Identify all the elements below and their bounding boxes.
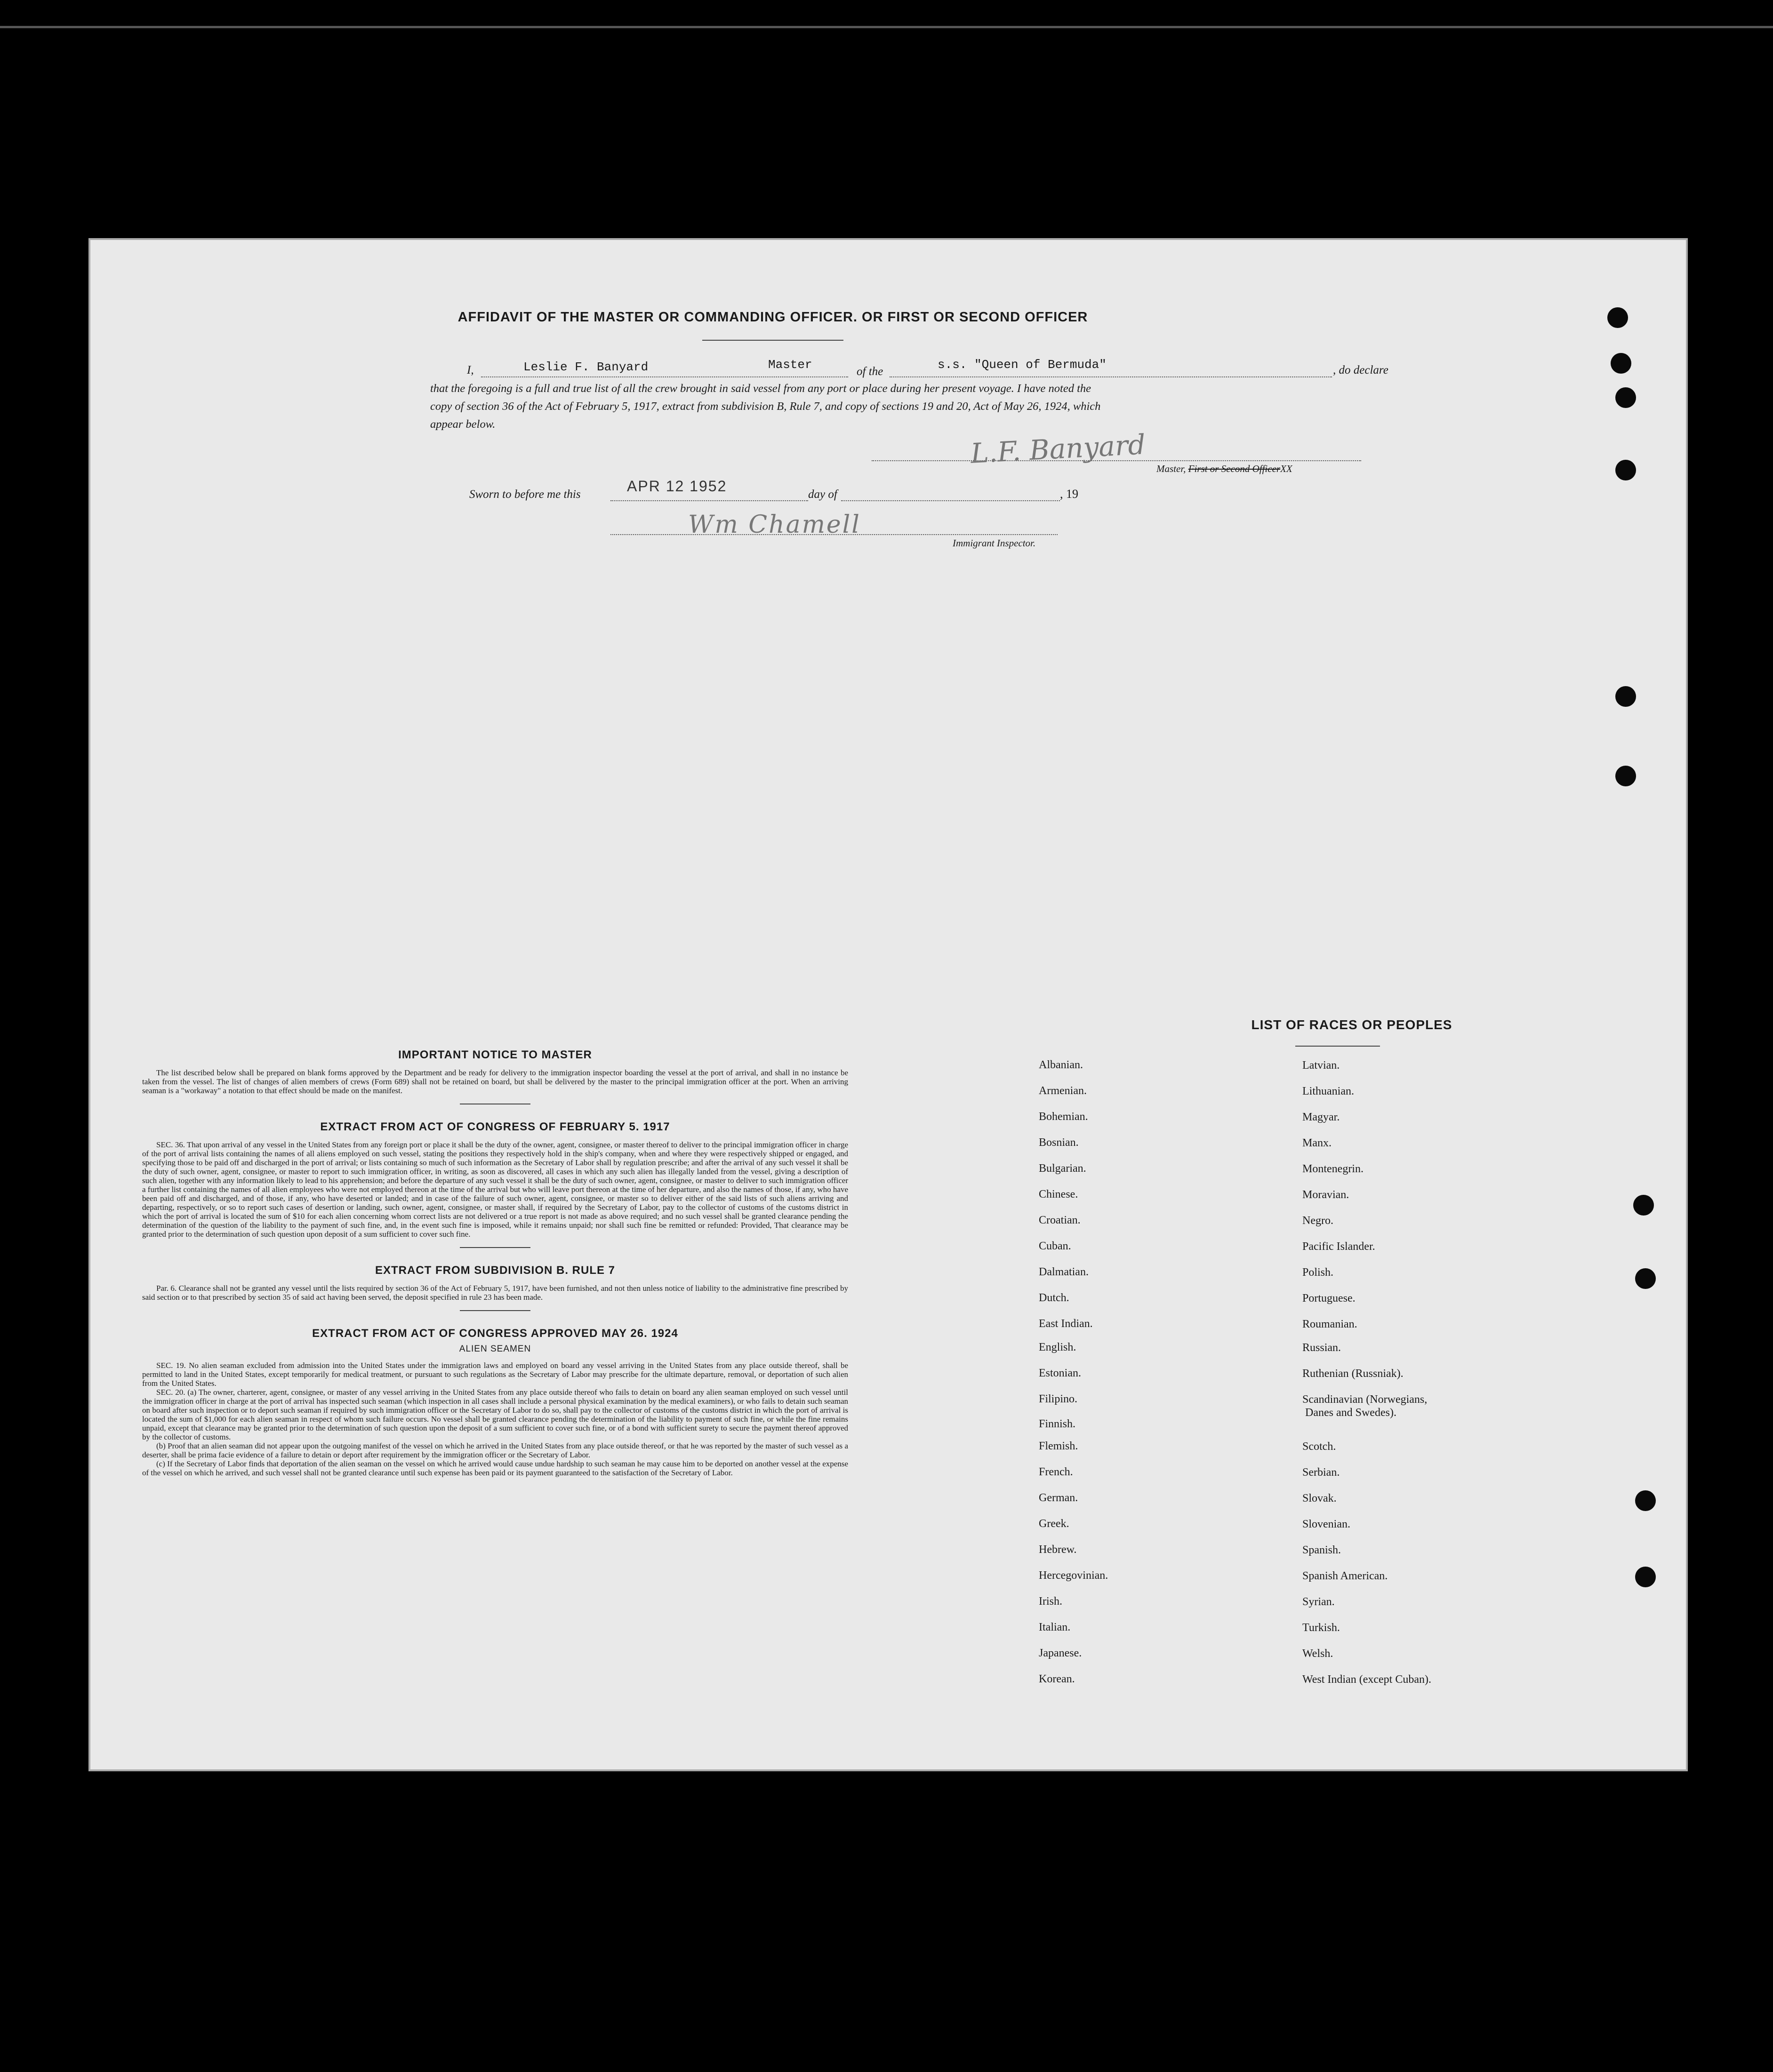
inspector-signature: Wm Chamell	[688, 511, 861, 539]
master-caption-prefix: Master,	[1156, 463, 1186, 474]
race-item: Dalmatian.	[1039, 1266, 1089, 1278]
notice-title: IMPORTANT NOTICE TO MASTER	[398, 1048, 592, 1061]
race-item: Estonian.	[1039, 1367, 1081, 1379]
race-item: Serbian.	[1302, 1466, 1340, 1479]
race-item: Bosnian.	[1039, 1136, 1079, 1149]
punch-hole	[1615, 686, 1636, 707]
race-item: Croatian.	[1039, 1214, 1081, 1226]
extract-rule7-divider	[460, 1310, 530, 1311]
race-item: Lithuanian.	[1302, 1085, 1354, 1097]
race-item: Syrian.	[1302, 1596, 1335, 1608]
races-title: LIST OF RACES OR PEOPLES	[1251, 1017, 1452, 1032]
of-the-label: of the	[857, 365, 883, 378]
race-item: Greek.	[1039, 1518, 1069, 1530]
race-item: German.	[1039, 1492, 1078, 1504]
alien-seamen-subtitle: ALIEN SEAMEN	[459, 1344, 531, 1354]
race-item: Bulgarian.	[1039, 1162, 1086, 1175]
race-item: Flemish.	[1039, 1440, 1078, 1452]
race-item: Ruthenian (Russniak).	[1302, 1368, 1404, 1380]
punch-hole	[1611, 353, 1631, 374]
race-item: Scotch.	[1302, 1440, 1336, 1453]
extract-1917-title: EXTRACT FROM ACT OF CONGRESS OF FEBRUARY 5. 1917	[320, 1120, 670, 1133]
race-item: Portuguese.	[1302, 1292, 1356, 1304]
race-item: Roumanian.	[1302, 1318, 1357, 1330]
sworn-day-line	[610, 500, 808, 501]
punch-hole	[1607, 307, 1628, 328]
vessel-field-line	[890, 376, 1332, 377]
race-item: Italian.	[1039, 1621, 1071, 1633]
legal-column	[142, 1048, 848, 1477]
affidavit-line-4: appear below.	[430, 418, 496, 431]
race-item: Negro.	[1302, 1215, 1333, 1227]
punch-hole	[1635, 1567, 1656, 1587]
master-caption	[1156, 463, 1292, 475]
race-item: Slovak.	[1302, 1492, 1337, 1504]
race-item: Albanian.	[1039, 1059, 1083, 1071]
name-field-line	[481, 376, 848, 377]
title-underline	[702, 340, 843, 341]
race-item: French.	[1039, 1466, 1073, 1478]
race-item: Bohemian.	[1039, 1111, 1088, 1123]
sec20a-body: SEC. 20. (a) The owner, charterer, agent, consignee, or master of any vessel arriving in the United States from any place outside thereof who fails to detain on board any alien seaman employed on such vessel until the immigration officer in charge at the port of arrival has inspected such seaman (which inspection in all cases shall include a personal physical examination by the medical examiners), or who fails to detain such seaman on board after such inspection or to deport such seaman if required by such immigration officer or the Secretary of Labor to do so, shall pay to the collector of customs of the customs district in which the port of arrival is located the sum of $1,000 for each alien seaman in respect of whom such failure occurs. No vessel shall be granted clearance pending the determination of the liability to payment of such fine, or while the fine remains unpaid, except that clearance may be granted prior to the determination of such question upon the deposit of a sum sufficient to cover such fine, or of a bond with sufficient surety to secure the payment thereof approved by the collector of customs.	[142, 1388, 848, 1441]
master-signature: L.F. Banyard	[970, 428, 1147, 470]
race-item: Turkish.	[1302, 1622, 1340, 1634]
master-caption-suffix: XX	[1280, 463, 1292, 474]
race-item: Latvian.	[1302, 1059, 1340, 1072]
extract-1917-divider	[460, 1247, 530, 1248]
race-item: Pacific Islander.	[1302, 1240, 1375, 1253]
extract-rule7-body: Par. 6. Clearance shall not be granted any vessel until the lists required by section 36 of the Act of February 5, 1917, have been furnished, and not then unless notice of liability to the administrative fine prescribed by said section or to that prescribed by section 35 of said act having been served, the deposit specified in rule 23 has been made.	[142, 1284, 848, 1302]
race-item: English.	[1039, 1341, 1076, 1353]
master-rank: Master	[768, 358, 812, 372]
race-item: Armenian.	[1039, 1085, 1087, 1097]
inspector-caption: Immigrant Inspector.	[953, 537, 1036, 549]
race-item: Japanese.	[1039, 1647, 1082, 1659]
race-item: Spanish American.	[1302, 1570, 1388, 1582]
extract-1917-body: SEC. 36. That upon arrival of any vessel in the United States from any foreign port or place it shall be the duty of the owner, agent, consignee, or master thereof to deliver to the principal immigration officer in charge of the port of arrival lists containing the names of all aliens employed on such vessel, stating the positions they respectively hold in the ship's company, when and where they were respectively shipped or engaged, and specifying those to be paid off and discharged in the port of arrival; or lists containing so much of such information as the Secretary of Labor shall by regulation prescribe; and after the arrival of any such vessel it shall be the duty of such owner, agent, consignee, or master to report to such immigration officer, in writing, as soon as discovered, all cases in which any such alien has illegally landed from the vessel, giving a description of such alien, together with any information likely to lead to his apprehension; and before the departure of any such vessel it shall be the duty of such owner, agent, consignee, or master to deliver to such immigration officer a further list containing the names of all alien employees who were not employed thereon at the time of the arrival but who will leave port thereon at the time of her departure, and also the names of those, if any, who have been paid off and discharged, and of those, if any, who have deserted or landed; and in case of the failure of such owner, agent, consignee, or master so to deliver either of the said lists of such aliens arriving and departing, respectively, or so to report such cases of desertion or landing, such owner, agent, consignee, or master shall, if required by the Secretary of Labor, pay to the collector of customs of the customs district in which the port of arrival is located the sum of $10 for each alien concerning whom correct lists are not delivered or a true report is not made as above required; and no such vessel shall be granted clearance pending the determination of the question of the liability to the payment of such fine, and, in the event such fine is imposed, while it remains unpaid; nor shall such fine be remitted or refunded: Provided, That clearance may be granted prior to the determination of such question upon deposit of a sum sufficient to cover such fine.	[142, 1140, 848, 1239]
punch-hole	[1635, 1268, 1656, 1289]
date-stamp: APR 12 1952	[627, 478, 727, 495]
master-name: Leslie F. Banyard	[523, 360, 649, 374]
race-item: Cuban.	[1039, 1240, 1071, 1252]
race-item: Magyar.	[1302, 1111, 1340, 1123]
affidavit-i: I,	[467, 364, 474, 376]
month-line	[841, 500, 1060, 501]
race-item: Hercegovinian.	[1039, 1569, 1108, 1582]
race-item: Dutch.	[1039, 1292, 1069, 1304]
race-item: Slovenian.	[1302, 1518, 1350, 1530]
document-sheet	[90, 240, 1686, 1769]
sec20c-body: (c) If the Secretary of Labor finds that deportation of the alien seaman on the vessel on which he arrived would cause undue hardship to such seaman he may cause him to be deported on another vessel at the expense of the vessel on which he arrived, and such vessel shall not be granted clearance until such expense has been paid or its payment guaranteed to the satisfaction of the Secretary of Labor.	[142, 1459, 848, 1477]
day-of-label: day of	[808, 488, 837, 501]
sworn-label: Sworn to before me this	[469, 488, 581, 501]
race-item: Filipino.	[1039, 1393, 1078, 1405]
vessel-name: s.s. "Queen of Bermuda"	[938, 358, 1107, 372]
race-item: Montenegrin.	[1302, 1163, 1364, 1175]
race-item: Spanish.	[1302, 1544, 1341, 1556]
punch-hole	[1615, 766, 1636, 786]
do-declare: , do declare	[1333, 364, 1388, 376]
affidavit-line-3: copy of section 36 of the Act of February 5, 1917, extract from subdivision B, Rule 7, and copy of sections 19 and 20, Act of May 26, 1924, which	[430, 400, 1101, 413]
race-item: Korean.	[1039, 1673, 1075, 1685]
race-item: West Indian (except Cuban).	[1302, 1673, 1431, 1686]
race-item: Chinese.	[1039, 1188, 1078, 1200]
race-item: East Indian.	[1039, 1318, 1093, 1330]
extract-1924-title: EXTRACT FROM ACT OF CONGRESS APPROVED MAY 26. 1924	[312, 1327, 678, 1340]
race-item: Hebrew.	[1039, 1544, 1077, 1556]
race-item: Finnish.	[1039, 1418, 1076, 1430]
affidavit-title: AFFIDAVIT OF THE MASTER OR COMMANDING OFFICER. OR FIRST OR SECOND OFFICER	[457, 310, 1088, 325]
race-item: Manx.	[1302, 1137, 1332, 1149]
race-item: Scandinavian (Norwegians, Danes and Swedes).	[1302, 1393, 1428, 1419]
sec19-body: SEC. 19. No alien seaman excluded from admission into the United States under the immigration laws and employed on board any vessel arriving in the United States from any place outside thereof, shall be permitted to land in the United States, except temporarily for medical treatment, or pursuant to such regulations as the Secretary of Labor may prescribe for the ultimate departure, removal, or deportation of such alien from the United States.	[142, 1361, 848, 1388]
punch-hole	[1615, 387, 1636, 408]
master-caption-struck: First or Second Officer	[1188, 463, 1281, 474]
punch-hole	[1635, 1490, 1656, 1511]
sec20b-body: (b) Proof that an alien seaman did not appear upon the outgoing manifest of the vessel on which he arrived in the United States from any place outside thereof, or that he was reported by the master of such vessel as a deserter, shall be prima facie evidence of a failure to detain or deport after requirement by the immigration officer or the Secretary of Labor.	[142, 1441, 848, 1459]
affidavit-line-2: that the foregoing is a full and true list of all the crew brought in said vessel from any port or place during her present voyage. I have noted the	[430, 382, 1091, 395]
race-item: Polish.	[1302, 1266, 1334, 1279]
notice-body: The list described below shall be prepared on blank forms approved by the Department and be ready for delivery to the immigration inspector boarding the vessel at the port of arrival, and shall in no instance be taken from the vessel. The list of changes of alien members of crews (Form 689) shall not be retained on board, but shall be delivered by the master to the principal immigration officer at the port. When an arriving seaman is a "workaway" a notation to that effect should be made on the manifest.	[142, 1068, 848, 1095]
races-title-underline	[1295, 1046, 1380, 1047]
punch-hole	[1615, 460, 1636, 480]
punch-hole	[1633, 1195, 1654, 1216]
race-item: Irish.	[1039, 1595, 1062, 1608]
top-border-line	[0, 26, 1773, 28]
race-item: Moravian.	[1302, 1189, 1349, 1201]
extract-rule7-title: EXTRACT FROM SUBDIVISION B. RULE 7	[375, 1264, 616, 1277]
race-item: Welsh.	[1302, 1648, 1333, 1660]
year-label: , 19	[1060, 487, 1078, 501]
race-item: Russian.	[1302, 1342, 1341, 1354]
